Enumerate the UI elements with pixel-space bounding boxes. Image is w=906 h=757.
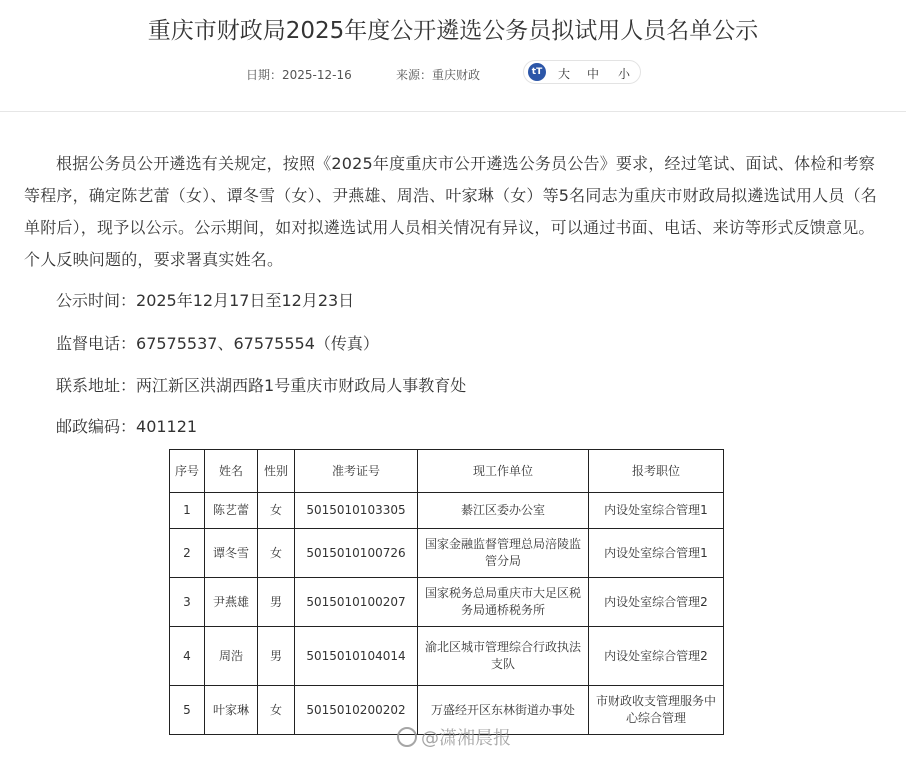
font-size-switcher <box>523 60 641 84</box>
header-unit: 现工作单位 <box>418 450 589 493</box>
cell-unit: 綦江区委办公室 <box>418 493 589 529</box>
cell-unit: 国家金融监督管理总局涪陵监管分局 <box>418 529 589 578</box>
table-row <box>170 493 724 529</box>
article-source: 来源：重庆财政 <box>396 68 481 82</box>
cell-name: 叶家琳 <box>205 686 258 735</box>
info-phone: 监督电话：67575537、67575554（传真） <box>56 334 379 353</box>
cell-no: 5 <box>170 686 205 735</box>
announcement-body: 根据公务员公开遴选有关规定，按照《2025年度重庆市公开遴选公务员公告》要求，经过笔试、面试、体检和考察等程序，确定陈艺蕾（女）、谭冬雪（女）、尹燕雄、周浩、叶家琳（女）等5名同志为重庆市财政局拟遴选试用人员（名单附后），现予以公示。公示期间，如对拟遴选试用人员相关情况有异议，可以通过书面、电话、来访等形式反馈意见。个人反映问题的，要求署真实姓名。 <box>24 154 877 269</box>
cell-sex: 女 <box>258 686 295 735</box>
article-meta <box>0 62 906 84</box>
cell-sex: 女 <box>258 529 295 578</box>
cell-name: 尹燕雄 <box>205 578 258 627</box>
cell-sex: 男 <box>258 578 295 627</box>
header-name: 姓名 <box>205 450 258 493</box>
info-address: 联系地址：两江新区洪湖西路1号重庆市财政局人事教育处 <box>56 376 467 395</box>
font-size-large-button[interactable]: 大 <box>558 67 571 81</box>
header-position: 报考职位 <box>589 450 724 493</box>
info-announce-period: 公示时间：2025年12月17日至12月23日 <box>56 291 355 310</box>
table-row <box>170 627 724 686</box>
text-size-icon: tT <box>528 63 546 81</box>
cell-exam-id: 5015010103305 <box>295 493 418 529</box>
candidate-table <box>169 449 724 735</box>
cell-position: 内设处室综合管理1 <box>589 493 724 529</box>
cell-position: 内设处室综合管理2 <box>589 627 724 686</box>
cell-unit: 万盛经开区东林街道办事处 <box>418 686 589 735</box>
font-size-small-button[interactable]: 小 <box>618 67 631 81</box>
cell-name: 陈艺蕾 <box>205 493 258 529</box>
cell-no: 1 <box>170 493 205 529</box>
cell-exam-id: 5015010100207 <box>295 578 418 627</box>
cell-no: 4 <box>170 627 205 686</box>
cell-exam-id: 5015010200202 <box>295 686 418 735</box>
cell-unit: 渝北区城市管理综合行政执法支队 <box>418 627 589 686</box>
cell-sex: 男 <box>258 627 295 686</box>
cell-no: 2 <box>170 529 205 578</box>
cell-name: 谭冬雪 <box>205 529 258 578</box>
cell-unit: 国家税务总局重庆市大足区税务局通桥税务所 <box>418 578 589 627</box>
cell-name: 周浩 <box>205 627 258 686</box>
divider <box>0 111 906 112</box>
cell-position: 内设处室综合管理1 <box>589 529 724 578</box>
weibo-icon <box>397 727 417 747</box>
font-size-medium-button[interactable]: 中 <box>587 67 600 81</box>
header-no: 序号 <box>170 450 205 493</box>
table-row <box>170 578 724 627</box>
cell-exam-id: 5015010100726 <box>295 529 418 578</box>
cell-no: 3 <box>170 578 205 627</box>
cell-position: 内设处室综合管理2 <box>589 578 724 627</box>
header-sex: 性别 <box>258 450 295 493</box>
cell-exam-id: 5015010104014 <box>295 627 418 686</box>
header-exam-id: 准考证号 <box>295 450 418 493</box>
table-header-row <box>170 450 724 493</box>
info-postcode: 邮政编码：401121 <box>56 417 198 436</box>
watermark: @潇湘晨报 <box>397 724 511 750</box>
table-row <box>170 529 724 578</box>
publish-date: 日期：2025-12-16 <box>246 68 352 82</box>
page-title: 重庆市财政局2025年度公开遴选公务员拟试用人员名单公示 <box>147 18 759 44</box>
cell-sex: 女 <box>258 493 295 529</box>
cell-position: 市财政收支管理服务中心综合管理 <box>589 686 724 735</box>
